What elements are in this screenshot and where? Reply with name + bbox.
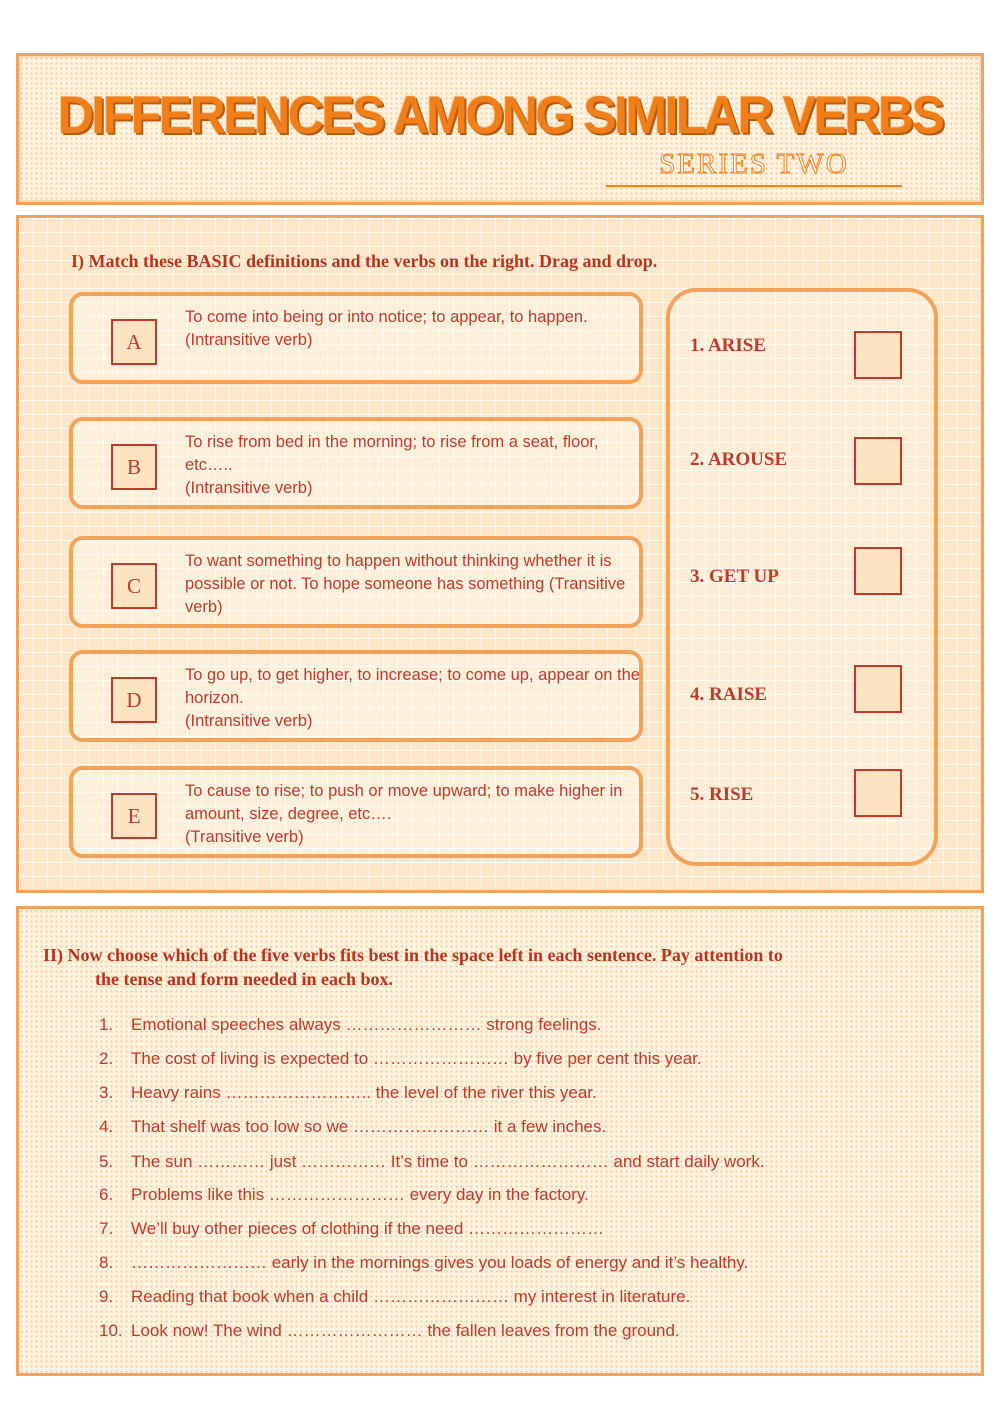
letter-tile-a[interactable]: A xyxy=(111,319,157,365)
definition-type: (Intransitive verb) xyxy=(185,331,313,349)
sentence-number: 9. xyxy=(99,1287,114,1306)
drop-target-rise[interactable] xyxy=(854,769,902,817)
verb-label-arise: 1. ARISE xyxy=(690,335,767,356)
sentence-number: 4. xyxy=(99,1117,114,1136)
sentence-number: 3. xyxy=(99,1083,114,1102)
sentence-item xyxy=(99,1287,690,1307)
sentence-text[interactable]: Heavy rains …………………….. the level of the river this year. xyxy=(131,1083,597,1102)
drop-target-arise[interactable] xyxy=(854,331,902,379)
definition-body: To come into being or into notice; to appear, to happen. xyxy=(185,308,588,326)
drop-target-get-up[interactable] xyxy=(854,547,902,595)
worksheet-title: DIFFERENCES AMONG SIMILAR VERBS xyxy=(57,85,943,145)
sentence-item xyxy=(99,1083,597,1103)
sentence-number: 7. xyxy=(99,1219,114,1238)
fill-in-instruction xyxy=(43,943,953,991)
definition-body: To want something to happen without thinking whether it is possible or not. To hope someone has something (Transitive verb) xyxy=(185,552,626,616)
definition-text-a xyxy=(185,306,641,352)
definition-box-a xyxy=(69,292,643,384)
sentence-item xyxy=(99,1049,702,1069)
sentence-number: 6. xyxy=(99,1185,114,1204)
sentence-text[interactable]: Problems like this …………………… every day in the factory. xyxy=(131,1185,589,1204)
matching-instruction: I) Match these BASIC definitions and the verbs on the right. Drag and drop. xyxy=(71,251,658,271)
definition-body: To cause to rise; to push or move upward; to make higher in amount, size, degree, etc…. xyxy=(185,782,623,823)
definition-type: (Intransitive verb) xyxy=(185,712,313,730)
definition-text-e xyxy=(185,780,641,849)
sentence-number: 1. xyxy=(99,1015,114,1034)
sentence-item xyxy=(99,1219,604,1239)
sentence-text[interactable]: Emotional speeches always …………………… strong feelings. xyxy=(131,1015,602,1034)
verb-panel xyxy=(666,288,938,866)
instruction-line-2: the tense and form needed in each box. xyxy=(95,969,393,989)
definition-box-d xyxy=(69,650,643,742)
sentence-number: 5. xyxy=(99,1152,114,1171)
drop-target-raise[interactable] xyxy=(854,665,902,713)
verb-label-get-up: 3. GET UP xyxy=(690,566,779,587)
definition-box-e xyxy=(69,766,643,858)
verb-label-raise: 4. RAISE xyxy=(690,684,768,705)
definition-box-b xyxy=(69,417,643,509)
definition-type: (Transitive verb) xyxy=(185,828,304,846)
letter-tile-e[interactable]: E xyxy=(111,793,157,839)
fill-in-section xyxy=(16,906,984,1376)
definition-text-c xyxy=(185,550,641,619)
sentence-item xyxy=(99,1253,748,1273)
sentence-text[interactable]: The sun ………… just …………… It’s time to …………………… and start daily work. xyxy=(131,1152,765,1171)
sentence-item xyxy=(99,1152,765,1172)
header-banner xyxy=(16,53,984,205)
definition-body: To rise from bed in the morning; to rise from a seat, floor, etc….. xyxy=(185,433,599,474)
letter-tile-d[interactable]: D xyxy=(111,677,157,723)
definition-body: To go up, to get higher, to increase; to come up, appear on the horizon. xyxy=(185,666,640,707)
definition-text-b xyxy=(185,431,641,500)
sentence-text[interactable]: The cost of living is expected to …………………… by five per cent this year. xyxy=(131,1049,702,1068)
sentence-number: 8. xyxy=(99,1253,114,1272)
sentence-number: 2. xyxy=(99,1049,114,1068)
verb-label-arouse: 2. AROUSE xyxy=(690,449,788,470)
drop-target-arouse[interactable] xyxy=(854,437,902,485)
letter-tile-b[interactable]: B xyxy=(111,444,157,490)
definition-type: (Intransitive verb) xyxy=(185,479,313,497)
sentence-text[interactable]: Reading that book when a child …………………… my interest in literature. xyxy=(131,1287,691,1306)
instruction-line-1: II) Now choose which of the five verbs fits best in the space left in each sentence. Pay attention to xyxy=(43,945,783,965)
sentence-item xyxy=(99,1015,602,1035)
sentence-item xyxy=(99,1321,680,1341)
verb-label-rise: 5. RISE xyxy=(690,784,754,805)
sentence-text[interactable]: That shelf was too low so we …………………… it a few inches. xyxy=(131,1117,607,1136)
matching-section xyxy=(16,215,984,893)
definition-box-c xyxy=(69,536,643,628)
sentence-item xyxy=(99,1185,589,1205)
letter-tile-c[interactable]: C xyxy=(111,563,157,609)
sentence-item xyxy=(99,1117,606,1137)
sentence-text[interactable]: We’ll buy other pieces of clothing if the need …………………… xyxy=(131,1219,605,1238)
worksheet-subtitle: SERIES TWO xyxy=(606,148,902,187)
sentence-text[interactable]: …………………… early in the mornings gives you loads of energy and it’s healthy. xyxy=(131,1253,749,1272)
sentence-text[interactable]: Look now! The wind …………………… the fallen leaves from the ground. xyxy=(131,1321,680,1340)
definition-text-d xyxy=(185,664,641,733)
sentence-number: 10. xyxy=(99,1321,123,1340)
